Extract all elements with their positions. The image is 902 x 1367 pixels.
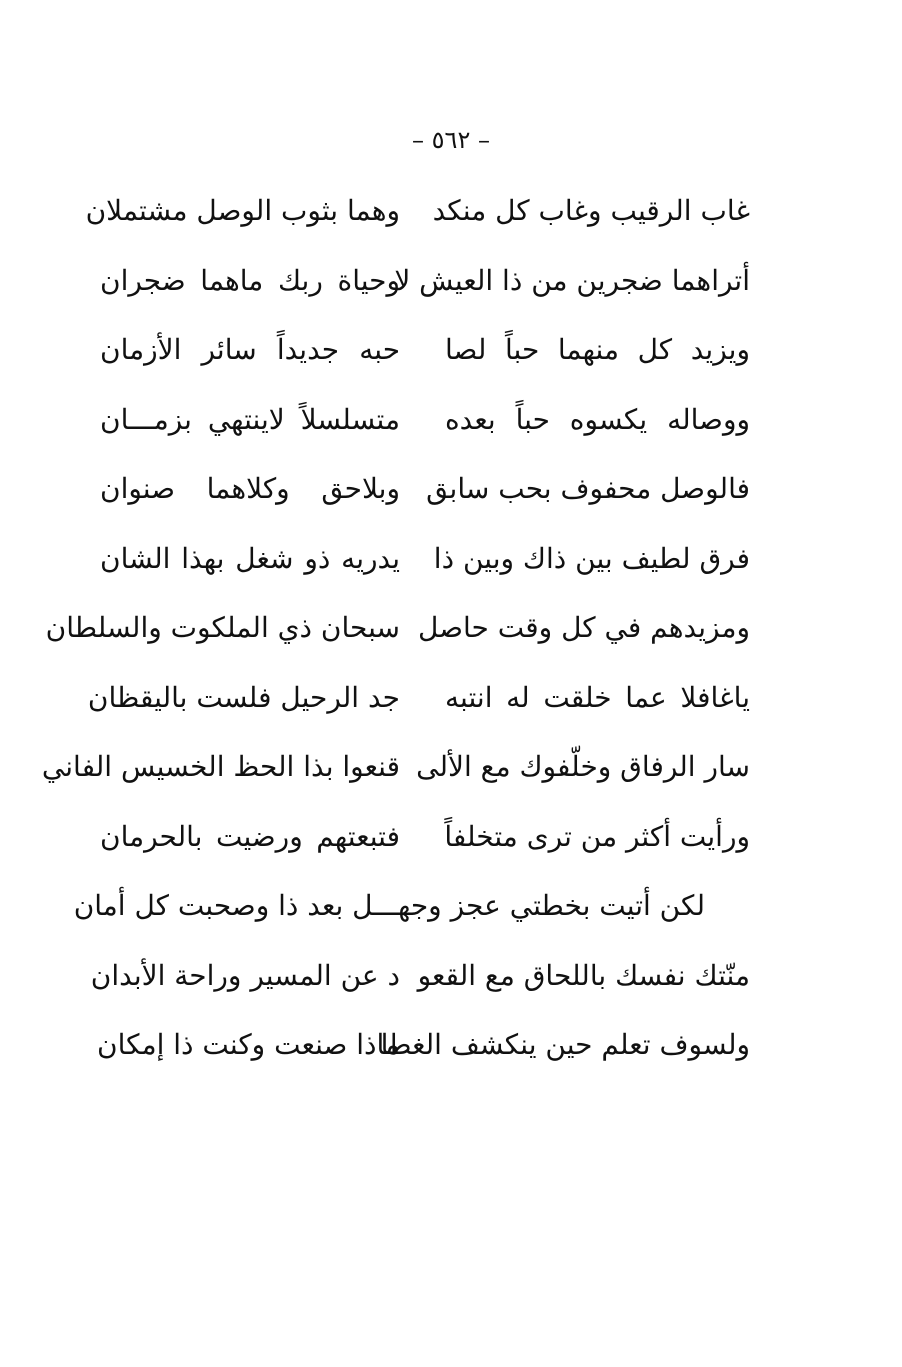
verse-second-hemistich: وحياة ربك ماهما ضجران: [100, 263, 400, 297]
verse-second-hemistich: وبلاحق وكلاهما صنوان: [100, 472, 400, 505]
verse-second-hemistich: وهما بثوب الوصل مشتملان: [85, 194, 400, 227]
verse-first-hemistich: ويزيد كل منهما حباً لصا: [445, 333, 750, 366]
verse-line: [87, 673, 750, 743]
verse-second-hemistich: سبحان ذي الملكوت والسلطان: [45, 611, 400, 644]
verse-line: [100, 812, 750, 882]
verse-second-hemistich: ماذا صنعت وكنت ذا إمكان: [97, 1028, 400, 1061]
verse-second-hemistich: متسلسلاً لاينتهي بزمـــان: [100, 402, 400, 436]
verse-first-hemistich: سار الرفاق وخلّفوك مع الألى: [416, 750, 750, 783]
verse-line: [41, 742, 750, 812]
verse-line: [97, 1020, 750, 1090]
verse-first-hemistich: ورأيت أكثر من ترى متخلفاً: [444, 819, 750, 853]
verse-first-hemistich: ولسوف تعلم حين ينكشف الغطا: [380, 1028, 750, 1061]
verse-line: [85, 186, 750, 256]
verse-second-hemistich: يدريه ذو شغل بهذا الشان: [100, 541, 400, 575]
verse-line: [90, 951, 750, 1021]
verse-second-hemistich: جد الرحيل فلست باليقظان: [87, 680, 400, 714]
verse-first-hemistich: ومزيدهم في كل وقت حاصل: [418, 611, 750, 644]
verse-full-line: لكن أتيت بخطتي عجز وجهـــل بعد ذا وصحبت كل أمان: [73, 889, 705, 922]
verse-line: [45, 603, 750, 673]
verse-line: [100, 256, 750, 326]
verse-first-hemistich: أتراهما ضجرين من ذا العيش لا: [394, 263, 750, 297]
verse-second-hemistich: فتبعتهم ورضيت بالحرمان: [100, 819, 400, 853]
verse-line: [100, 534, 750, 604]
verse-line-full: [73, 881, 750, 951]
verse-first-hemistich: غاب الرقيب وغاب كل منكد: [432, 194, 750, 227]
verse-first-hemistich: فرق لطيف بين ذاك وبين ذا: [433, 541, 750, 575]
verse-second-hemistich: د عن المسير وراحة الأبدان: [90, 958, 400, 992]
verse-second-hemistich: قنعوا بذا الحظ الخسيس الفاني: [41, 750, 400, 783]
verse-line: [100, 325, 750, 395]
verse-first-hemistich: ووصاله يكسوه حباً بعده: [445, 402, 750, 436]
poem-verses: [41, 186, 750, 1090]
verse-line: [100, 464, 750, 534]
verse-first-hemistich: ياغافلا عما خلقت له انتبه: [445, 680, 750, 714]
verse-first-hemistich: منّتك نفسك باللحاق مع القعو: [417, 958, 750, 992]
verse-first-hemistich: فالوصل محفوف بحب سابق: [426, 472, 750, 505]
verse-line: [100, 395, 750, 465]
verse-second-hemistich: حبه جديداً سائر الأزمان: [100, 333, 400, 366]
page-number: – ٥٦٢ –: [412, 126, 490, 154]
